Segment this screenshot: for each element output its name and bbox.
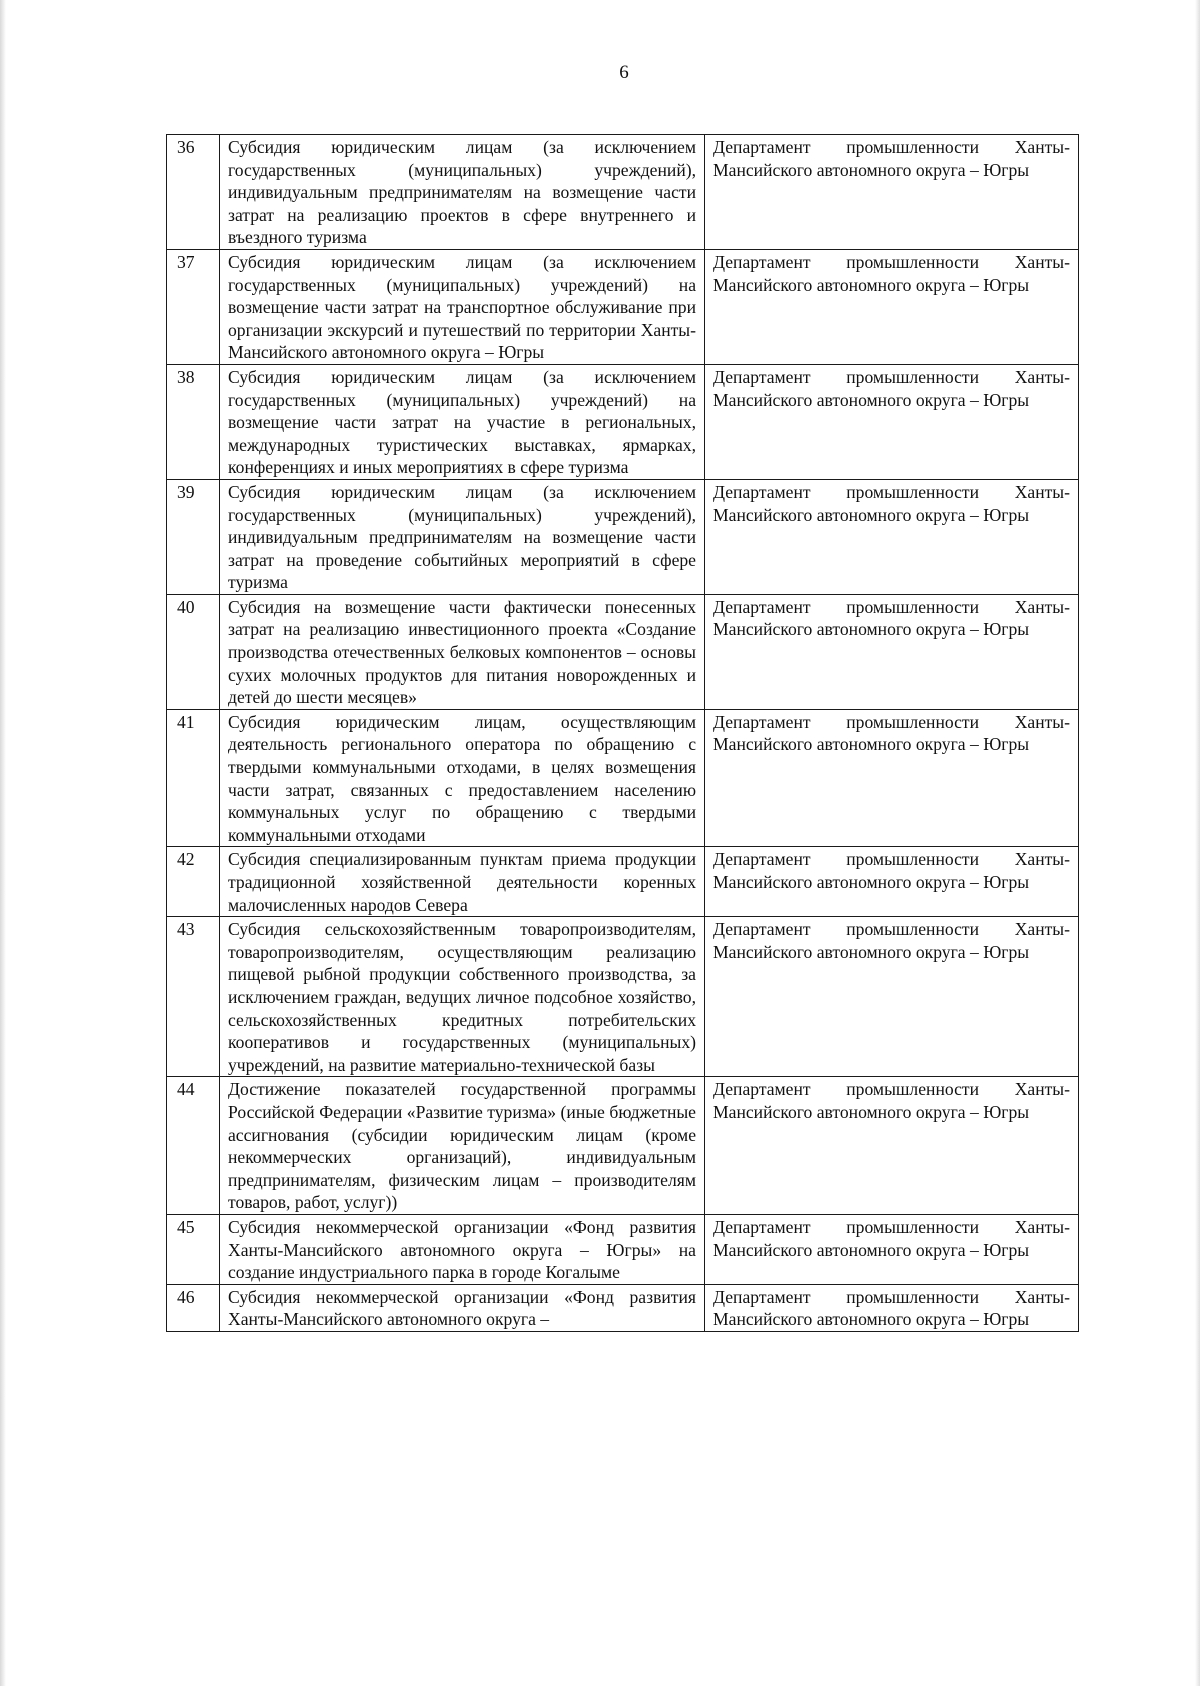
subsidy-name: Субсидия специализированным пунктам приема продукции традиционной хозяйственной деятельности коренных малочисленных народов Севера — [220, 847, 705, 917]
scan-edge-left — [0, 0, 6, 1686]
responsible-department: Департамент промышленности Ханты-Мансийского автономного округа – Югры — [705, 1077, 1079, 1215]
responsible-department: Департамент промышленности Ханты-Мансийского автономного округа – Югры — [705, 917, 1079, 1077]
table-row — [167, 249, 1079, 364]
table-row — [167, 1284, 1079, 1331]
table-row — [167, 479, 1079, 594]
row-number: 37 — [167, 249, 220, 364]
responsible-department: Департамент промышленности Ханты-Мансийского автономного округа – Югры — [705, 709, 1079, 847]
subsidy-name: Субсидия на возмещение части фактически понесенных затрат на реализацию инвестиционного проекта «Создание производства отечественных белковых компонентов – основы сухих молочных продуктов для питания новорожденных и детей до шести месяцев» — [220, 594, 705, 709]
table-row — [167, 1077, 1079, 1215]
subsidy-name: Субсидия юридическим лицам (за исключением государственных (муниципальных) учреждений) на возмещение части затрат на участие в региональных, международных туристических выставках, ярмарках, конференциях и иных мероприятиях в сфере туризма — [220, 364, 705, 479]
row-number: 44 — [167, 1077, 220, 1215]
responsible-department: Департамент промышленности Ханты-Мансийского автономного округа – Югры — [705, 1284, 1079, 1331]
responsible-department: Департамент промышленности Ханты-Мансийского автономного округа – Югры — [705, 847, 1079, 917]
scan-edge-right — [1195, 0, 1200, 1686]
responsible-department: Департамент промышленности Ханты-Мансийского автономного округа – Югры — [705, 364, 1079, 479]
subsidy-name: Субсидия юридическим лицам, осуществляющим деятельность регионального оператора по обращению с твердыми коммунальными отходами, в целях возмещения части затрат, связанных с предоставлением населению коммунальных услуг по обращению с твердыми коммунальными отходами — [220, 709, 705, 847]
subsidy-name: Субсидия юридическим лицам (за исключением государственных (муниципальных) учреждений), индивидуальным предпринимателям на возмещение части затрат на реализацию проектов в сфере внутреннего и въездного туризма — [220, 135, 705, 250]
subsidy-table — [166, 134, 1079, 1332]
row-number: 43 — [167, 917, 220, 1077]
responsible-department: Департамент промышленности Ханты-Мансийского автономного округа – Югры — [705, 1214, 1079, 1284]
subsidy-name: Субсидия некоммерческой организации «Фонд развития Ханты-Мансийского автономного округа – Югры» на создание индустриального парка в городе Когалыме — [220, 1214, 705, 1284]
subsidy-name: Достижение показателей государственной программы Российской Федерации «Развитие туризма» (иные бюджетные ассигнования (субсидии юридическим лицам (кроме некоммерческих организаций), индивидуальным предпринимателям, физическим лицам – производителям товаров, работ, услуг)) — [220, 1077, 705, 1215]
table-row — [167, 135, 1079, 250]
subsidy-table-body — [167, 135, 1079, 1332]
page-number: 6 — [619, 62, 629, 83]
table-row — [167, 847, 1079, 917]
table-row — [167, 594, 1079, 709]
responsible-department: Департамент промышленности Ханты-Мансийского автономного округа – Югры — [705, 594, 1079, 709]
row-number: 46 — [167, 1284, 220, 1331]
responsible-department: Департамент промышленности Ханты-Мансийского автономного округа – Югры — [705, 135, 1079, 250]
row-number: 39 — [167, 479, 220, 594]
subsidy-name: Субсидия сельскохозяйственным товаропроизводителям, товаропроизводителям, осуществляющим реализацию пищевой рыбной продукции собственного производства, за исключением граждан, ведущих личное подсобное хозяйство, сельскохозяйственных кредитных потребительских кооперативов и государственных (муниципальных) учреждений, на развитие материально-технической базы — [220, 917, 705, 1077]
responsible-department: Департамент промышленности Ханты-Мансийского автономного округа – Югры — [705, 479, 1079, 594]
subsidy-name: Субсидия юридическим лицам (за исключением государственных (муниципальных) учреждений), индивидуальным предпринимателям на возмещение части затрат на проведение событийных мероприятий в сфере туризма — [220, 479, 705, 594]
row-number: 42 — [167, 847, 220, 917]
row-number: 38 — [167, 364, 220, 479]
row-number: 40 — [167, 594, 220, 709]
subsidy-name: Субсидия некоммерческой организации «Фонд развития Ханты-Мансийского автономного округа – — [220, 1284, 705, 1331]
row-number: 45 — [167, 1214, 220, 1284]
table-row — [167, 709, 1079, 847]
responsible-department: Департамент промышленности Ханты-Мансийского автономного округа – Югры — [705, 249, 1079, 364]
subsidy-name: Субсидия юридическим лицам (за исключением государственных (муниципальных) учреждений) на возмещение части затрат на транспортное обслуживание при организации экскурсий и путешествий по территории Ханты-Мансийского автономного округа – Югры — [220, 249, 705, 364]
row-number: 36 — [167, 135, 220, 250]
table-row — [167, 917, 1079, 1077]
table-row — [167, 1214, 1079, 1284]
table-row — [167, 364, 1079, 479]
row-number: 41 — [167, 709, 220, 847]
